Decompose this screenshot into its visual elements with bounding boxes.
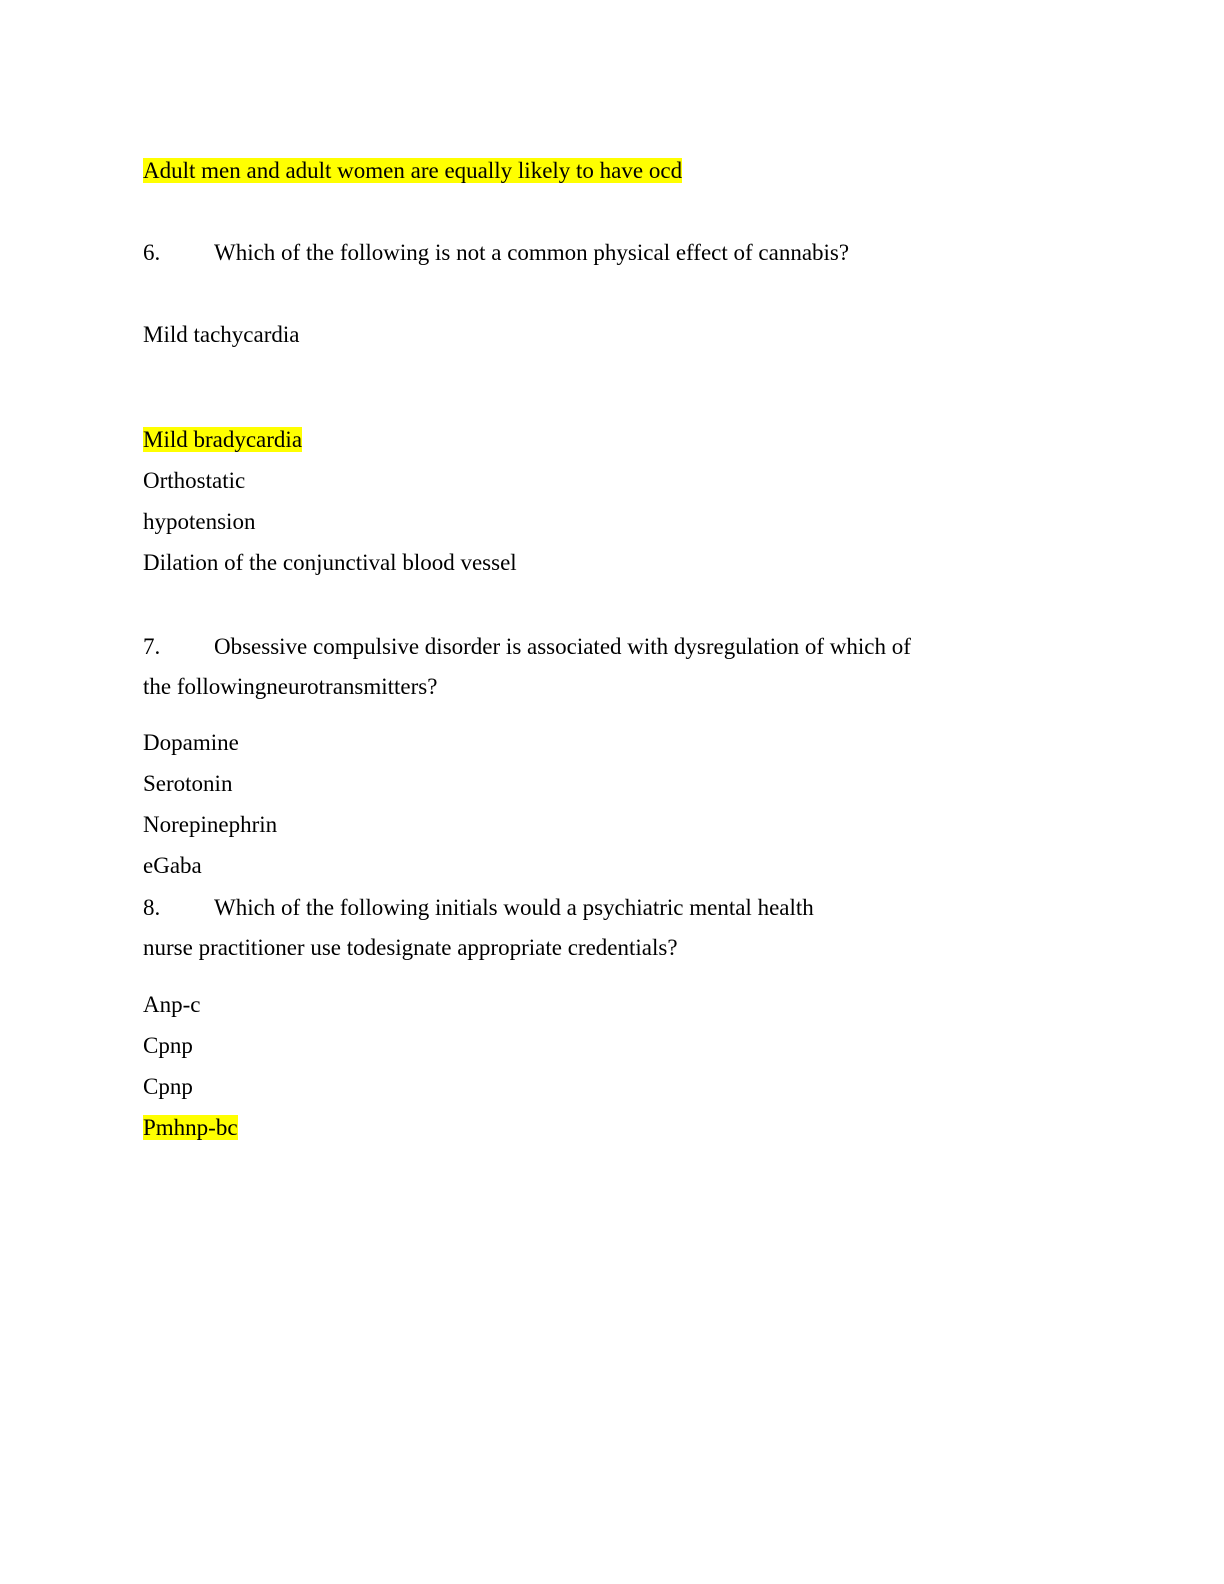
q8-option-4 [143,1114,238,1141]
question-6-number: 6. [143,240,161,265]
question-6-text: Which of the following is not a common physical effect of cannabis? [214,240,850,265]
question-7 [143,633,911,660]
question-7-text-line2: the followingneurotransmitters? [143,674,438,699]
q6-option-3: Orthostatic [143,468,246,493]
q6-option-1: Mild tachycardia [143,322,300,347]
question-7-number: 7. [143,634,161,659]
question-6 [143,239,849,266]
q6-option-2 [143,426,302,453]
q7-option-3: Norepinephrin [143,812,278,837]
question-8-number: 8. [143,895,161,920]
q6-option-4: Dilation of the conjunctival blood vessel [143,550,517,575]
q8-option-4-highlighted: Pmhnp-bc [143,1115,238,1140]
question-8-text-line1: Which of the following initials would a psychiatric mental health [214,895,814,920]
question-8-text-line2: nurse practitioner use todesignate appropriate credentials? [143,935,678,960]
q8-option-1: Anp-c [143,992,201,1017]
intro-answer-line [143,157,682,184]
q6-option-3-continued: hypotension [143,509,256,534]
q7-option-4: eGaba [143,853,202,878]
intro-answer-highlighted: Adult men and adult women are equally likely to have ocd [143,158,683,183]
q8-option-2: Cpnp [143,1033,193,1058]
q6-option-2-highlighted: Mild bradycardia [143,427,303,452]
question-8 [143,894,814,921]
question-7-text-line1: Obsessive compulsive disorder is associated with dysregulation of which of [214,634,911,659]
q7-option-1: Dopamine [143,730,239,755]
q7-option-2: Serotonin [143,771,233,796]
q8-option-3: Cpnp [143,1074,193,1099]
